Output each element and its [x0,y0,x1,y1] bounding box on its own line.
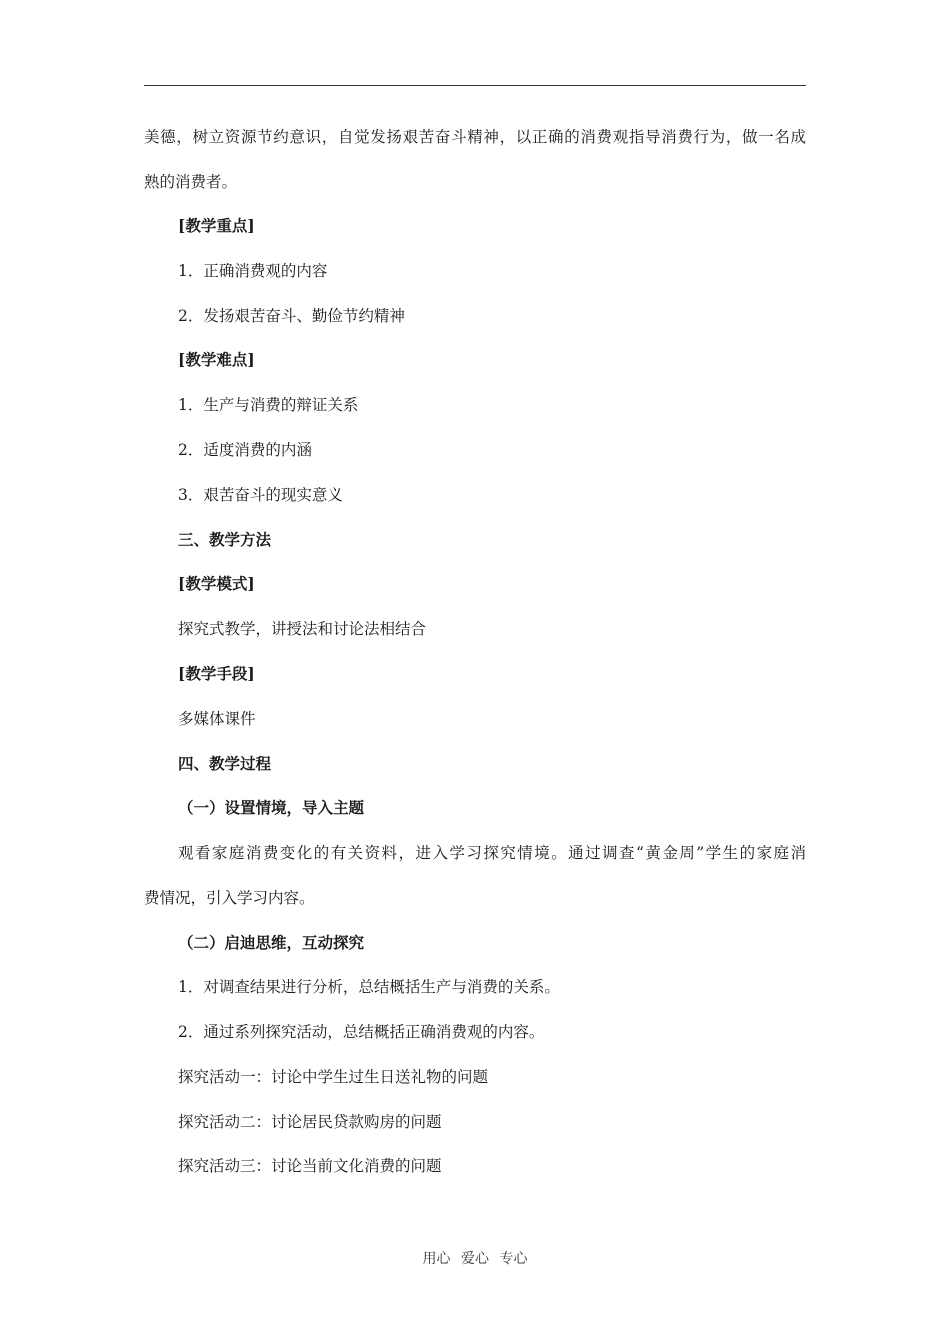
list-item: 1．生产与消费的辩证关系 [178,396,359,414]
paragraph-line: 多媒体课件 [178,710,256,728]
paragraph-line: 探究活动三：讨论当前文化消费的问题 [178,1157,442,1175]
list-item: 2．通过系列探究活动，总结概括正确消费观的内容。 [178,1023,545,1041]
subsection-heading: （一）设置情境，导入主题 [178,798,365,817]
page-footer: 用心 爱心 专心 [422,1251,528,1267]
list-item: 2．适度消费的内涵 [178,441,312,459]
list-item: 1．对调查结果进行分析，总结概括生产与消费的关系。 [178,978,560,996]
header-rule [144,85,806,86]
list-item: 2．发扬艰苦奋斗、勤俭节约精神 [178,307,405,325]
section-heading-teaching-methods: 三、教学方法 [178,530,272,549]
subsection-heading: （二）启迪思维，互动探究 [178,933,365,952]
paragraph-line: 观看家庭消费变化的有关资料，进入学习探究情境。通过调查“黄金周”学生的家庭消 [178,844,806,862]
section-heading-teaching-mode: [教学模式] [178,574,255,593]
paragraph-line: 探究活动二：讨论居民贷款购房的问题 [178,1113,442,1131]
section-heading-teaching-difficulty: [教学难点] [178,350,255,369]
paragraph-line: 探究式教学，讲授法和讨论法相结合 [178,620,427,638]
paragraph-line: 美德，树立资源节约意识，自觉发扬艰苦奋斗精神，以正确的消费观指导消费行为，做一名成 [144,128,806,146]
list-item: 1．正确消费观的内容 [178,262,328,280]
paragraph-line: 熟的消费者。 [144,173,238,191]
list-item: 3．艰苦奋斗的现实意义 [178,486,343,504]
paragraph-line: 费情况，引入学习内容。 [144,889,315,907]
paragraph-line: 探究活动一：讨论中学生过生日送礼物的问题 [178,1068,489,1086]
section-heading-teaching-means: [教学手段] [178,664,255,683]
section-heading-teaching-focus: [教学重点] [178,216,255,235]
section-heading-teaching-process: 四、教学过程 [178,754,272,773]
